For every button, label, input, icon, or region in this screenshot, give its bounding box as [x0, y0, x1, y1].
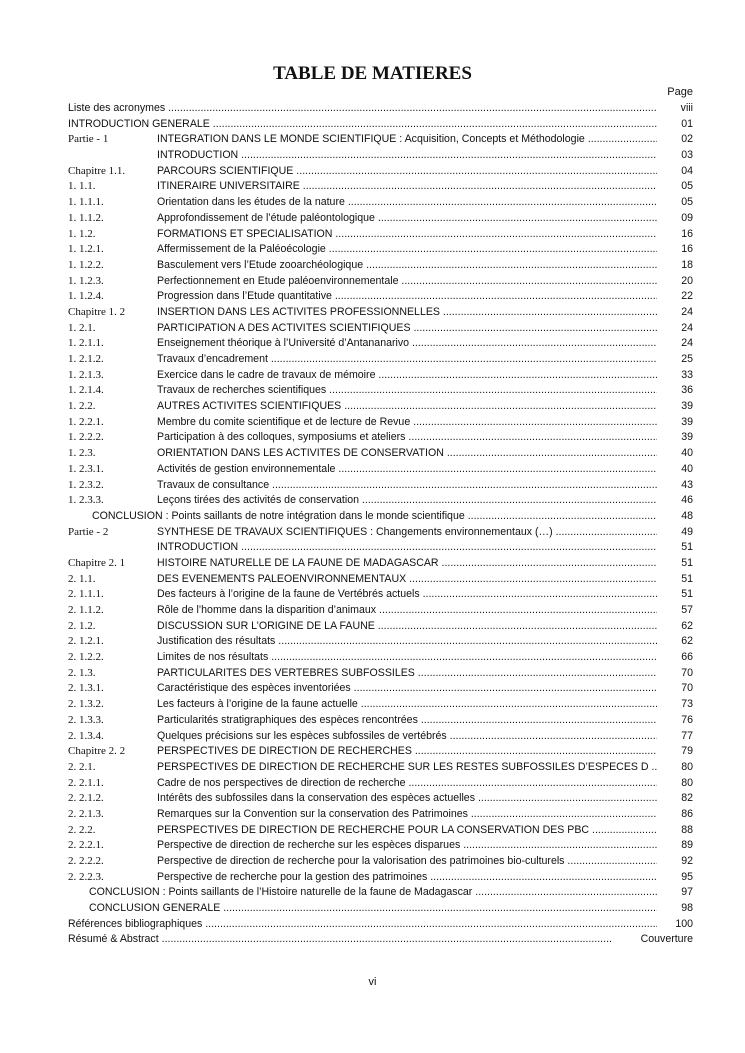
- toc-entry-page: 88: [681, 823, 693, 836]
- toc-entry-page: 05: [681, 180, 693, 193]
- toc-entry[interactable]: [68, 415, 693, 431]
- toc-entry-page: 51: [681, 588, 693, 601]
- toc-entry-number: Chapitre 2. 2: [68, 745, 126, 758]
- toc-entry-title: Remarques sur la Convention sur la conservation des Patrimoines .....: [157, 807, 657, 823]
- toc-entry[interactable]: [68, 556, 693, 572]
- toc-entry-title: PERSPECTIVES DE DIRECTION DE RECHERCHE SUR LES RESTES SUBFOSSILES D’ESPECES D .....: [157, 760, 657, 776]
- toc-entry[interactable]: [68, 587, 693, 603]
- toc-entry[interactable]: [68, 368, 693, 384]
- toc-entry-page: 97: [681, 886, 693, 899]
- toc-entry[interactable]: [68, 227, 693, 243]
- toc-entry-number: Chapitre 1.1.: [68, 164, 126, 177]
- toc-entry-page: 03: [681, 149, 693, 162]
- toc-entry-number: 2. 1.3.4.: [68, 729, 104, 742]
- toc-entry-page: 20: [681, 274, 693, 287]
- toc-entry-page: 22: [681, 290, 693, 303]
- toc-entry-page: 80: [681, 776, 693, 789]
- toc-entry[interactable]: [68, 399, 693, 415]
- toc-entry[interactable]: [68, 493, 693, 509]
- toc-entry[interactable]: [68, 603, 693, 619]
- toc-entry-number: 1. 1.2.2.: [68, 258, 104, 271]
- toc-entry-page: 05: [681, 196, 693, 209]
- toc-entry-title: Les facteurs à l’origine de la faune actuelle .....: [157, 697, 657, 713]
- toc-entry-title: Particularités stratigraphiques des espèces rencontrées .....: [157, 713, 657, 729]
- toc-entry-number: 1. 1.2.: [68, 227, 96, 240]
- toc-entry-title: CONCLUSION GENERALE .....: [89, 901, 657, 917]
- page-number: vi: [368, 976, 377, 988]
- toc-entry-title: Membre du comite scientifique et de lecture de Revue .....: [157, 415, 657, 431]
- toc-entry[interactable]: [68, 760, 693, 776]
- toc-entry-page: 16: [681, 243, 693, 256]
- toc-entry-number: 1. 1.1.1.: [68, 196, 104, 209]
- toc-entry-page: 66: [681, 651, 693, 664]
- toc-entry-title: Travaux de consultance .....: [157, 478, 657, 494]
- toc-entry-title: INTRODUCTION .....: [157, 540, 657, 556]
- toc-entry-title: Perspective de direction de recherche pour la valorisation des patrimoines bio-culturels .....: [157, 854, 657, 870]
- toc-entry-title: Perspective de direction de recherche sur les espèces disparues .....: [157, 838, 657, 854]
- toc-entry-title: Exercice dans le cadre de travaux de mémoire .....: [157, 368, 657, 384]
- toc-entry-title: Participation à des colloques, symposiums et ateliers .....: [157, 430, 657, 446]
- toc-entry-title: CONCLUSION : Points saillants de notre intégration dans le monde scientifique .....: [92, 509, 657, 525]
- toc-entry-title: Perfectionnement en Etude paléoenvironnementale .....: [157, 274, 657, 290]
- toc-entry[interactable]: [68, 744, 693, 760]
- toc-entry-number: 2. 1.2.1.: [68, 635, 104, 648]
- toc-entry-title: PARCOURS SCIENTIFIQUE .....: [157, 164, 657, 180]
- toc-entry-title: Quelques précisions sur les espèces subfossiles de vertébrés .....: [157, 729, 657, 745]
- toc-entry-page: 36: [681, 384, 693, 397]
- toc-entry[interactable]: [68, 634, 693, 650]
- toc-entry[interactable]: [68, 791, 693, 807]
- toc-entry-title: Travaux de recherches scientifiques .....: [157, 383, 657, 399]
- toc-entry-page: 16: [681, 227, 693, 240]
- toc-entry-number: 2. 2.2.2.: [68, 855, 104, 867]
- toc-entry-number: Partie - 1: [68, 133, 109, 146]
- toc-entry-title: PARTICULARITES DES VERTEBRES SUBFOSSILES .....: [157, 666, 657, 682]
- toc-entry-number: 2. 1.3.1.: [68, 682, 104, 695]
- toc-entry-page: viii: [680, 102, 693, 114]
- toc-entry-page: Couverture: [640, 933, 693, 946]
- toc-entry[interactable]: [68, 838, 693, 854]
- toc-entry-title: ORIENTATION DANS LES ACTIVITES DE CONSERVATION .....: [157, 446, 657, 462]
- toc-entry-page: 79: [681, 745, 693, 758]
- toc-entry-page: 51: [681, 572, 693, 585]
- toc-entry[interactable]: [68, 917, 693, 933]
- toc-entry-page: 18: [681, 258, 693, 271]
- toc-entry[interactable]: [68, 540, 693, 556]
- toc-entry-title: Résumé & Abstract .....: [68, 932, 611, 948]
- toc-entry-title: PERSPECTIVES DE DIRECTION DE RECHERCHES .....: [157, 744, 657, 760]
- toc-entry-page: 46: [681, 494, 693, 507]
- toc-entry-title: Affermissement de la Paléoécologie .....: [157, 242, 657, 258]
- toc-entry-page: 76: [681, 713, 693, 726]
- toc-entry-page: 92: [681, 855, 693, 867]
- toc-entry-number: 2. 2.1.1.: [68, 776, 104, 789]
- toc-entry[interactable]: [68, 932, 693, 948]
- toc-entry-page: 70: [681, 666, 693, 679]
- toc-entry-page: 40: [681, 447, 693, 460]
- toc-entry-number: 1. 1.2.3.: [68, 274, 104, 287]
- toc-entry[interactable]: [68, 101, 693, 117]
- toc-entry-number: 1. 2.3.2.: [68, 478, 104, 491]
- toc-entry-page: 95: [681, 870, 693, 883]
- toc-entry[interactable]: [68, 132, 693, 148]
- toc-entry-number: 2. 1.3.: [68, 666, 96, 679]
- toc-entry-page: 43: [681, 478, 693, 491]
- toc-entry-page: 25: [681, 353, 693, 365]
- toc-entry-title: Références bibliographiques .....: [68, 917, 657, 933]
- toc-entry[interactable]: [68, 681, 693, 697]
- toc-entry-page: 62: [681, 635, 693, 648]
- toc-entry-number: 2. 1.3.2.: [68, 698, 104, 711]
- toc-entry-page: 86: [681, 807, 693, 820]
- toc-entry[interactable]: [68, 430, 693, 446]
- toc-entry-number: 2. 1.2.2.: [68, 651, 104, 664]
- toc-entry-page: 89: [681, 839, 693, 852]
- toc-entry-number: 1. 2.3.3.: [68, 494, 104, 507]
- toc-entry-title: Cadre de nos perspectives de direction de recherche .....: [157, 776, 657, 792]
- toc-entry-number: 1. 2.1.2.: [68, 353, 104, 365]
- toc-entry-number: 2. 2.1.2.: [68, 792, 104, 805]
- toc-entry[interactable]: [68, 807, 693, 823]
- toc-entry[interactable]: [68, 854, 693, 870]
- toc-entry-page: 70: [681, 682, 693, 695]
- toc-entry[interactable]: [68, 446, 693, 462]
- toc-entry-title: CONCLUSION : Points saillants de l’Histoire naturelle de la faune de Madagascar .....: [89, 885, 657, 901]
- toc-entry-number: 2. 1.3.3.: [68, 713, 104, 726]
- toc-entry-title: FORMATIONS ET SPECIALISATION .....: [157, 227, 657, 243]
- toc-entry-title: Justification des résultats .....: [157, 634, 657, 650]
- toc-entry-title: Perspective de recherche pour la gestion des patrimoines .....: [157, 870, 657, 886]
- page-column-header: Page: [667, 86, 693, 98]
- toc-entry-title: Rôle de l’homme dans la disparition d’animaux .....: [157, 603, 657, 619]
- toc-entry-page: 33: [681, 368, 693, 381]
- toc-entry[interactable]: [68, 242, 693, 258]
- toc-entry[interactable]: [68, 352, 693, 368]
- toc-entry[interactable]: [68, 336, 693, 352]
- toc-entry-page: 77: [681, 729, 693, 742]
- toc-entry-number: 1. 1.2.1.: [68, 243, 104, 256]
- toc-entry-page: 73: [681, 698, 693, 711]
- toc-entry-page: 100: [675, 917, 693, 930]
- toc-entry[interactable]: [68, 195, 693, 211]
- toc-entry-number: 2. 1.1.2.: [68, 604, 104, 616]
- toc-entry-title: DES EVENEMENTS PALEOENVIRONNEMENTAUX .....: [157, 572, 657, 588]
- toc-entry-page: 09: [681, 211, 693, 224]
- toc-entry-number: 1. 2.2.1.: [68, 415, 104, 428]
- toc-entry-number: 1. 2.1.1.: [68, 337, 104, 350]
- toc-entry-number: 2. 2.2.: [68, 823, 96, 836]
- toc-entry[interactable]: [68, 321, 693, 337]
- toc-entry[interactable]: [68, 462, 693, 478]
- toc-entry[interactable]: [68, 211, 693, 227]
- toc-entry-number: 1. 2.1.4.: [68, 384, 104, 397]
- toc-entry-number: 1. 2.3.1.: [68, 462, 104, 475]
- toc-entry-page: 39: [681, 415, 693, 428]
- toc-entry-page: 98: [681, 902, 693, 915]
- toc-entry-title: Basculement vers l’Etude zooarchéologique .....: [157, 258, 657, 274]
- toc-entry[interactable]: [68, 179, 693, 195]
- toc-entry-title: HISTOIRE NATURELLE DE LA FAUNE DE MADAGASCAR .....: [157, 556, 657, 572]
- toc-entry-title: INTRODUCTION GENERALE .....: [68, 117, 657, 133]
- toc-entry-title: AUTRES ACTIVITES SCIENTIFIQUES .....: [157, 399, 657, 415]
- toc-entry[interactable]: [68, 289, 693, 305]
- toc-entry-page: 82: [681, 792, 693, 805]
- toc-entry-title: Orientation dans les études de la nature .....: [157, 195, 657, 211]
- toc-entry-number: 1. 2.2.: [68, 400, 96, 413]
- toc-entry-title: Limites de nos résultats .....: [157, 650, 657, 666]
- toc-entry[interactable]: [68, 117, 693, 133]
- toc-entry-number: Chapitre 1. 2: [68, 305, 126, 318]
- toc-entry-page: 24: [681, 337, 693, 350]
- toc-entry-number: 1. 2.1.: [68, 321, 96, 334]
- toc-entry[interactable]: [68, 509, 693, 525]
- toc-entry-number: Chapitre 2. 1: [68, 556, 126, 569]
- toc-entry-title: PERSPECTIVES DE DIRECTION DE RECHERCHE POUR LA CONSERVATION DES PBC .....: [157, 823, 657, 839]
- toc-entry-page: 49: [681, 525, 693, 538]
- toc-entry-number: 2. 1.1.1.: [68, 588, 104, 601]
- toc-entry-number: 2. 2.2.1.: [68, 839, 104, 852]
- toc-entry-page: 57: [681, 604, 693, 616]
- toc-entry-number: 2. 2.1.: [68, 760, 96, 773]
- toc-entry-title: SYNTHESE DE TRAVAUX SCIENTIFIQUES : Changements environnementaux (…) .....: [157, 525, 657, 541]
- page-title: TABLE DE MATIERES: [273, 63, 472, 84]
- toc-entry[interactable]: [68, 305, 693, 321]
- toc-entry-title: Activités de gestion environnementale .....: [157, 462, 657, 478]
- toc-entry[interactable]: [68, 823, 693, 839]
- toc-entry[interactable]: [68, 274, 693, 290]
- toc-entry[interactable]: [68, 713, 693, 729]
- toc-entry-title: Approfondissement de l’étude paléontologique .....: [157, 211, 657, 227]
- toc-entry-number: 2. 2.2.3.: [68, 870, 104, 883]
- toc-entry-page: 51: [681, 556, 693, 569]
- toc-entry-page: 48: [681, 509, 693, 522]
- toc-entry-title: Intérêts des subfossiles dans la conservation des espèces actuelles .....: [157, 791, 657, 807]
- toc-entry-page: 62: [681, 619, 693, 632]
- toc-entry-title: DISCUSSION SUR L’ORIGINE DE LA FAUNE .....: [157, 619, 657, 635]
- toc-entry-title: Leçons tirées des activités de conservation .....: [157, 493, 657, 509]
- toc-entry[interactable]: [68, 478, 693, 494]
- toc-entry-number: 2. 1.1.: [68, 572, 96, 585]
- toc-entry-page: 04: [681, 164, 693, 177]
- toc-entry-page: 39: [681, 400, 693, 413]
- toc-entry-number: Partie - 2: [68, 525, 109, 538]
- toc-entry-title: INTRODUCTION .....: [157, 148, 657, 164]
- toc-entry[interactable]: [68, 525, 693, 541]
- toc-entry[interactable]: [68, 258, 693, 274]
- toc-entry-number: 1. 2.2.2.: [68, 431, 104, 444]
- toc-entry-page: 01: [681, 117, 693, 130]
- table-of-contents: [68, 101, 693, 948]
- toc-entry-title: Enseignement théorique à l’Université d’Antananarivo .....: [157, 336, 657, 352]
- toc-entry-title: Des facteurs à l’origine de la faune de Vertébrés actuels .....: [157, 587, 657, 603]
- toc-entry-title: Liste des acronymes .....: [68, 101, 657, 117]
- toc-entry-title: INSERTION DANS LES ACTIVITES PROFESSIONNELLES .....: [157, 305, 657, 321]
- toc-entry-title: Travaux d’encadrement .....: [157, 352, 657, 368]
- toc-entry[interactable]: [68, 619, 693, 635]
- toc-entry-title: INTEGRATION DANS LE MONDE SCIENTIFIQUE : Acquisition, Concepts et Méthodologie .....: [157, 132, 657, 148]
- toc-entry-title: Progression dans l’Etude quantitative .....: [157, 289, 657, 305]
- toc-entry-number: 1. 2.3.: [68, 447, 96, 460]
- toc-entry[interactable]: [68, 148, 693, 164]
- toc-entry[interactable]: [68, 383, 693, 399]
- toc-entry-title: Caractéristique des espèces inventoriées .....: [157, 681, 657, 697]
- toc-entry-title: ITINERAIRE UNIVERSITAIRE .....: [157, 179, 657, 195]
- toc-entry[interactable]: [68, 164, 693, 180]
- toc-entry-page: 24: [681, 321, 693, 334]
- toc-entry[interactable]: [68, 697, 693, 713]
- toc-entry-number: 1. 1.1.: [68, 180, 96, 193]
- toc-entry-title: PARTICIPATION A DES ACTIVITES SCIENTIFIQUES .....: [157, 321, 657, 337]
- toc-entry-page: 24: [681, 305, 693, 318]
- toc-entry-page: 51: [681, 541, 693, 554]
- toc-entry[interactable]: [68, 650, 693, 666]
- toc-entry[interactable]: [68, 870, 693, 886]
- toc-entry-number: 1. 1.1.2.: [68, 211, 104, 224]
- toc-entry-page: 02: [681, 133, 693, 146]
- toc-entry[interactable]: [68, 901, 693, 917]
- toc-entry-number: 2. 1.2.: [68, 619, 96, 632]
- toc-entry-number: 1. 2.1.3.: [68, 368, 104, 381]
- toc-entry[interactable]: [68, 666, 693, 682]
- toc-entry[interactable]: [68, 572, 693, 588]
- toc-entry-page: 40: [681, 462, 693, 475]
- toc-entry-number: 1. 1.2.4.: [68, 290, 104, 303]
- toc-entry[interactable]: [68, 729, 693, 745]
- toc-entry-number: 2. 2.1.3.: [68, 807, 104, 820]
- toc-entry-page: 80: [681, 760, 693, 773]
- toc-entry[interactable]: [68, 885, 693, 901]
- toc-entry[interactable]: [68, 776, 693, 792]
- toc-entry-page: 39: [681, 431, 693, 444]
